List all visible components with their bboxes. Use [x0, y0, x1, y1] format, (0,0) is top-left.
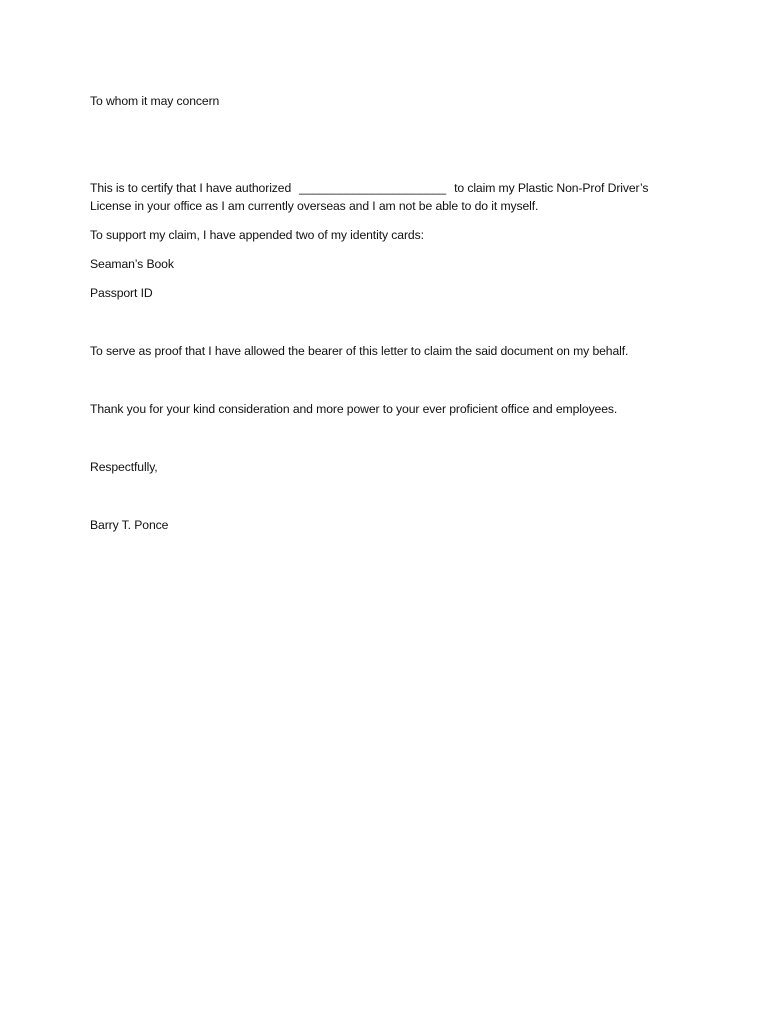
authorization-letter [90, 92, 690, 534]
identity-card-item: Passport ID [90, 286, 153, 300]
certification-text-after-blank: to claim my Plastic Non-Prof Driver’s [454, 181, 649, 195]
closing: Respectfully, [90, 460, 158, 474]
authorized-person-blank: ______________________ [299, 181, 447, 195]
salutation: To whom it may concern [90, 94, 220, 108]
signatory-name: Barry T. Ponce [90, 518, 169, 532]
certification-paragraph [90, 179, 690, 215]
thanks-statement: Thank you for your kind consideration and more power to your ever proficient office and employees. [90, 402, 618, 416]
certification-text-before-blank: This is to certify that I have authorized [90, 181, 292, 195]
certification-line-2: License in your office as I am currently overseas and I am not be able to do it myself. [90, 199, 539, 213]
support-statement: To support my claim, I have appended two of my identity cards: [90, 228, 424, 242]
proof-statement: To serve as proof that I have allowed the bearer of this letter to claim the said document on my behalf. [90, 344, 629, 358]
identity-card-item: Seaman’s Book [90, 257, 174, 271]
certification-line-1 [90, 179, 690, 197]
